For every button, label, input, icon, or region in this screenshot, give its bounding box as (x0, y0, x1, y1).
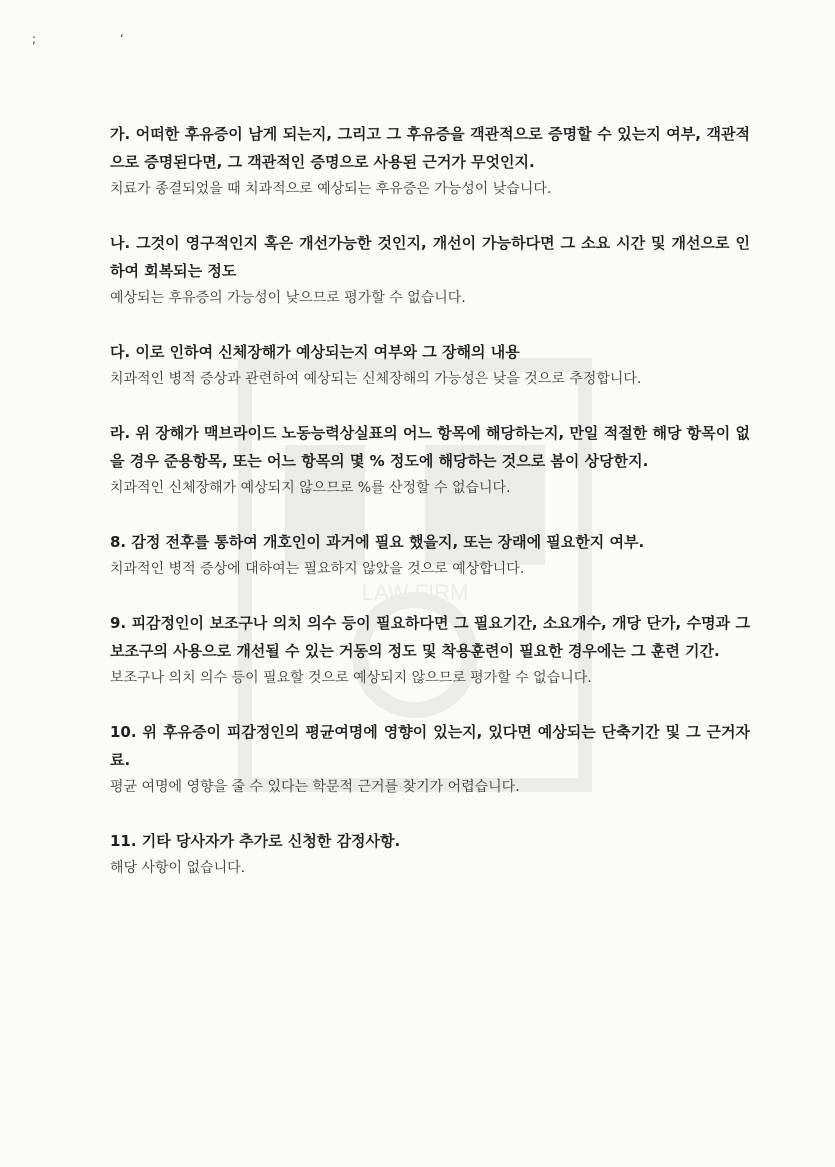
question-text: 8. 감정 전후를 통하여 개호인이 과거에 필요 했을지, 또는 장래에 필요한지 여부. (110, 533, 645, 551)
section-na (110, 229, 750, 311)
question-text: 나. 그것이 영구적인지 혹은 개선가능한 것인지, 개선이 가능하다면 그 소요 시간 및 개선으로 인하여 회복되는 정도 (110, 234, 750, 280)
corner-scan-mark: ; ‘ (32, 32, 164, 46)
answer-text: 해당 사항이 없습니다. (110, 860, 246, 876)
section-ra (110, 419, 750, 501)
answer-text: 치과적인 병적 증상에 대하여는 필요하지 않았을 것으로 예상합니다. (110, 561, 525, 577)
section-11 (110, 827, 750, 881)
answer-text: 치과적인 병적 증상과 관련하여 예상되는 신체장해의 가능성은 낮을 것으로 추정합니다. (110, 371, 642, 387)
question-text: 라. 위 장해가 맥브라이드 노동능력상실표의 어느 항목에 해당하는지, 만일 적절한 해당 항목이 없을 경우 준용항목, 또는 어느 항목의 몇 % 정도에 해당하는 것으로 봄이 상당한지. (110, 424, 750, 470)
section-ga (110, 120, 750, 202)
answer-text: 평균 여명에 영향을 줄 수 있다는 학문적 근거를 찾기가 어렵습니다. (110, 779, 520, 795)
section-da (110, 338, 750, 392)
answer-text: 예상되는 후유증의 가능성이 낮으므로 평가할 수 없습니다. (110, 290, 466, 306)
watermark-word-mark: LAW FIRM (361, 580, 469, 605)
question-text: 10. 위 후유증이 피감정인의 평균여명에 영향이 있는지, 있다면 예상되는 단축기간 및 그 근거자료. (110, 723, 750, 769)
section-10 (110, 718, 750, 800)
document-body (110, 120, 750, 908)
answer-text: 보조구나 의치 의수 등이 필요할 것으로 예상되지 않으므로 평가할 수 없습니다. (110, 670, 592, 686)
question-text: 9. 피감정인이 보조구나 의치 의수 등이 필요하다면 그 필요기간, 소요개수, 개당 단가, 수명과 그 보조구의 사용으로 개선될 수 있는 거동의 정도 및 착용훈련이 필요한 경우에는 그 훈련 기간. (110, 614, 750, 660)
section-8 (110, 528, 750, 582)
question-text: 11. 기타 당사자가 추가로 신청한 감정사항. (110, 832, 401, 850)
section-9 (110, 609, 750, 691)
question-text: 다. 이로 인하여 신체장해가 예상되는지 여부와 그 장해의 내용 (110, 343, 520, 361)
question-text: 가. 어떠한 후유증이 남게 되는지, 그리고 그 후유증을 객관적으로 증명할 수 있는지 여부, 객관적으로 증명된다면, 그 객관적인 증명으로 사용된 근거가 무엇인지. (110, 125, 750, 171)
answer-text: 치료가 종결되었을 때 치과적으로 예상되는 후유증은 가능성이 낮습니다. (110, 181, 552, 197)
answer-text: 치과적인 신체장해가 예상되지 않으므로 %를 산정할 수 없습니다. (110, 480, 511, 496)
